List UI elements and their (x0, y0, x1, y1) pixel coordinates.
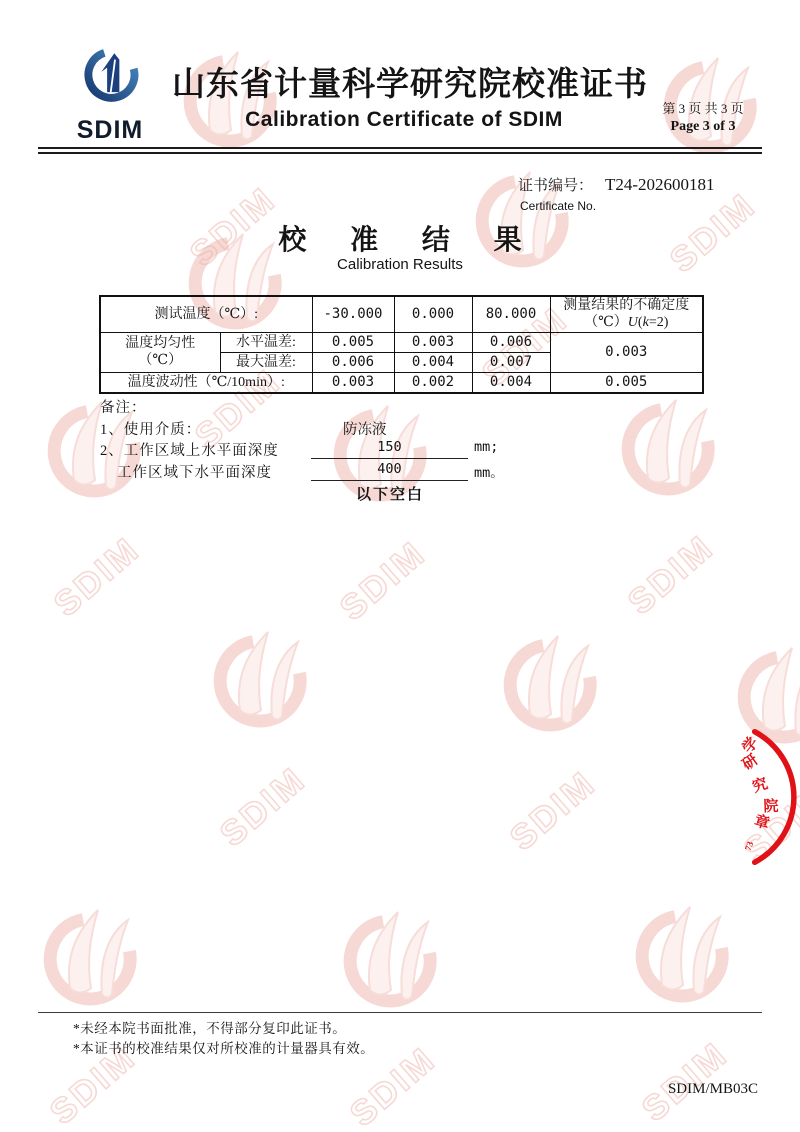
sdim-watermark (318, 898, 463, 1128)
seal-arc (755, 732, 794, 863)
page-title-cn: 山东省计量科学研究院校准证书 (172, 67, 648, 103)
table-row (100, 372, 703, 393)
horizontal-diff-label: 水平温差: (220, 332, 312, 352)
fluctuation-label: 温度波动性（℃/10min）: (100, 372, 312, 393)
uniformity-uncertainty-value: 0.003 (550, 332, 703, 372)
notes-title-row (100, 396, 600, 418)
uniformity-label-line2: （℃） (138, 353, 183, 368)
note2-unit: mm; (474, 439, 499, 455)
form-code: SDIM/MB03C (667, 1081, 758, 1097)
horizontal-diff-value: 0.003 (394, 332, 472, 352)
note3-value-underlined: 400 (311, 461, 468, 481)
max-diff-value: 0.004 (394, 352, 472, 372)
uniformity-label (100, 332, 220, 372)
note-item-1 (100, 418, 600, 440)
page-number-cn: 第 3 页 共 3 页 (662, 101, 744, 116)
certificate-number-label-en: Certificate No. (520, 199, 597, 213)
test-temp-label: 测试温度（℃）: (100, 296, 312, 332)
fluctuation-value: 0.002 (394, 372, 472, 393)
logo-numeral-one (101, 53, 119, 92)
footer-divider (38, 1012, 762, 1013)
seal-char: 究 (750, 776, 770, 796)
seal-char: 研 (739, 751, 762, 774)
seal-char: 学 (739, 734, 762, 757)
seal-char: 院 (763, 798, 779, 816)
footer-notes (73, 1019, 374, 1059)
certificate-number-block (518, 174, 715, 195)
test-temp-value: -30.000 (312, 296, 394, 332)
below-blank-label: 以下空白 (355, 487, 424, 503)
max-diff-value: 0.006 (312, 352, 394, 372)
notes-title: 备注： (100, 400, 147, 416)
footer-note-1: *未经本院书面批准，不得部分复印此证书。 (73, 1021, 347, 1036)
page-title-en: Calibration Certificate of SDIM (245, 108, 563, 131)
fluctuation-value: 0.004 (472, 372, 550, 393)
results-title-cn: 校 准 结 果 (278, 224, 540, 255)
uncertainty-unit: （℃） (584, 315, 628, 331)
fluctuation-uncertainty-value: 0.005 (550, 372, 703, 393)
uncertainty-header-line1: 测量结果的不确定度 (563, 298, 690, 314)
sdim-watermark (188, 618, 333, 848)
note-item-3 (100, 461, 600, 483)
header-divider (38, 147, 762, 154)
results-title-en: Calibration Results (337, 256, 463, 273)
uncertainty-k: k (642, 315, 649, 331)
sdim-logo-icon (60, 46, 160, 118)
seal-text-group (738, 734, 779, 852)
max-diff-value: 0.007 (472, 352, 550, 372)
fluctuation-value: 0.003 (312, 372, 394, 393)
page-number-en: Page 3 of 3 (670, 119, 736, 134)
uniformity-label-line1: 温度均匀性 (125, 336, 196, 351)
note1-value: 防冻液 (343, 421, 387, 438)
seal-char: 章 (752, 813, 772, 833)
sdim-watermark (478, 622, 623, 852)
logo-sdim-text: SDIM (76, 116, 144, 144)
note3-unit: mm。 (474, 464, 504, 481)
horizontal-diff-value: 0.006 (472, 332, 550, 352)
table-row (100, 296, 703, 332)
table-row (100, 332, 703, 352)
uncertainty-u: U (627, 315, 638, 331)
certificate-number-value: T24-202600181 (605, 175, 715, 194)
note1-label: 1、使用介质： (100, 421, 202, 438)
certificate-number-label-cn: 证书编号： (518, 178, 594, 194)
page-number-block (646, 100, 760, 136)
note2-value-underlined: 150 (311, 439, 468, 459)
test-temp-value: 0.000 (394, 296, 472, 332)
footer-note-2: *本证书的校准结果仅对所校准的计量器具有效。 (73, 1041, 375, 1056)
seal-small-text: 73 (742, 840, 756, 852)
uncertainty-header (550, 296, 703, 332)
calibration-results-table (99, 295, 704, 394)
note3-label: 工作区域下水平面深度 (117, 464, 272, 481)
uncertainty-paren: ( (637, 315, 643, 331)
max-diff-label: 最大温差: (220, 352, 312, 372)
note-item-2 (100, 439, 600, 461)
test-temp-value: 80.000 (472, 296, 550, 332)
horizontal-diff-value: 0.005 (312, 332, 394, 352)
uncertainty-rest: =2) (648, 315, 669, 331)
note2-label: 2、工作区域上水平面深度 (100, 443, 279, 459)
notes-block (100, 396, 600, 482)
sdim-watermark (18, 896, 163, 1126)
official-seal-partial (640, 712, 800, 887)
